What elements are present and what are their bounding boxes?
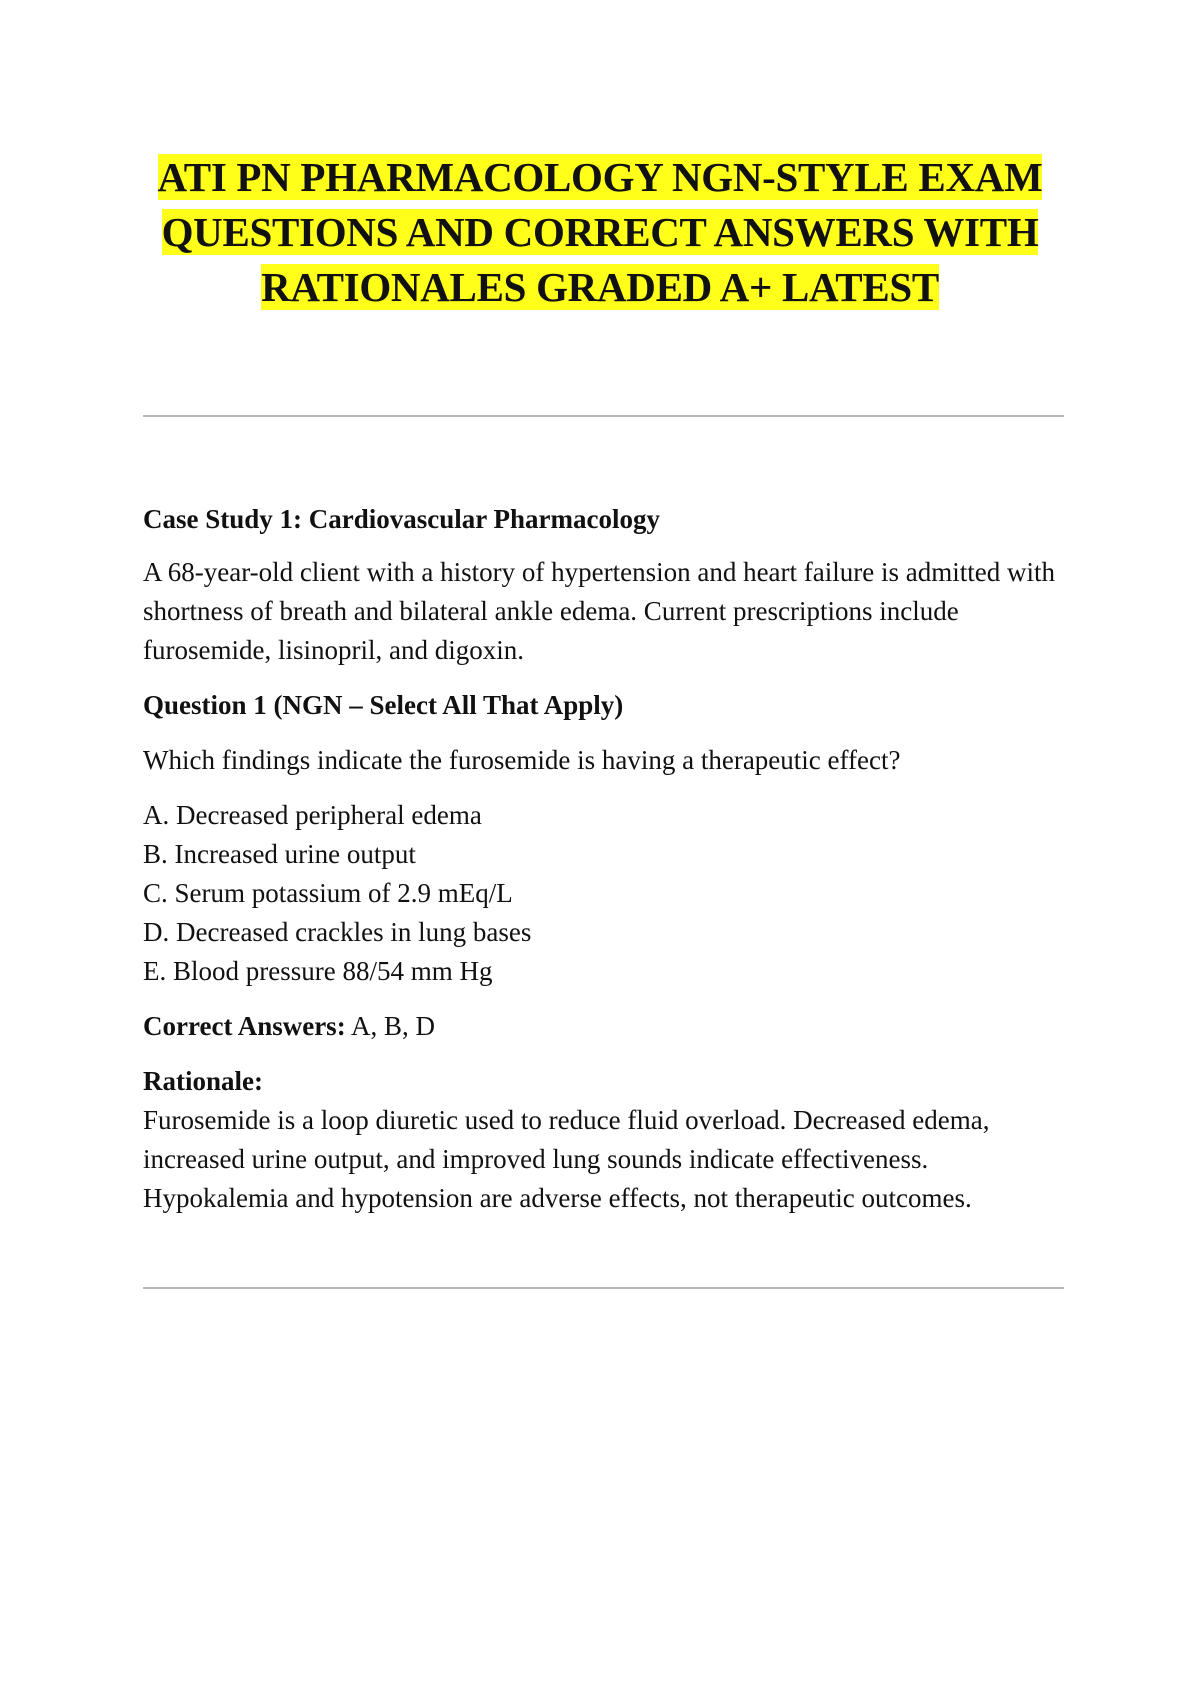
correct-answers xyxy=(143,1007,1073,1046)
question-text: Which findings indicate the furosemide is having a therapeutic effect? xyxy=(143,745,901,775)
correct-answers-value: A, B, D xyxy=(350,1011,435,1041)
option-e: E. Blood pressure 88/54 mm Hg xyxy=(143,956,493,986)
title-line-3: RATIONALES GRADED A+ LATEST xyxy=(261,264,939,310)
case-study-text: A 68-year-old client with a history of hypertension and heart failure is admitted with shortness of breath and bilateral ankle edema. Current prescriptions include furosemide, lisinopril, and digoxin. xyxy=(143,557,1055,665)
question-heading: Question 1 (NGN – Select All That Apply) xyxy=(143,690,624,720)
bottom-divider xyxy=(143,1287,1064,1289)
correct-answers-label: Correct Answers: xyxy=(143,1011,346,1041)
option-a: A. Decreased peripheral edema xyxy=(143,800,482,830)
top-divider xyxy=(143,415,1064,417)
answer-options xyxy=(143,796,1073,991)
rationale-heading: Rationale: xyxy=(143,1066,263,1096)
document-content xyxy=(143,500,1073,1218)
title-line-2: QUESTIONS AND CORRECT ANSWERS WITH xyxy=(161,209,1039,255)
option-c: C. Serum potassium of 2.9 mEq/L xyxy=(143,878,513,908)
case-study-heading: Case Study 1: Cardiovascular Pharmacology xyxy=(143,504,660,534)
option-d: D. Decreased crackles in lung bases xyxy=(143,917,532,947)
option-b: B. Increased urine output xyxy=(143,839,416,869)
title-line-1: ATI PN PHARMACOLOGY NGN-STYLE EXAM xyxy=(157,154,1043,200)
document-title xyxy=(130,150,1070,315)
rationale-text: Furosemide is a loop diuretic used to reduce fluid overload. Decreased edema, increased urine output, and improved lung sounds indicate effectiveness. Hypokalemia and hypotension are adverse effects, not therapeutic outcomes. xyxy=(143,1105,990,1213)
